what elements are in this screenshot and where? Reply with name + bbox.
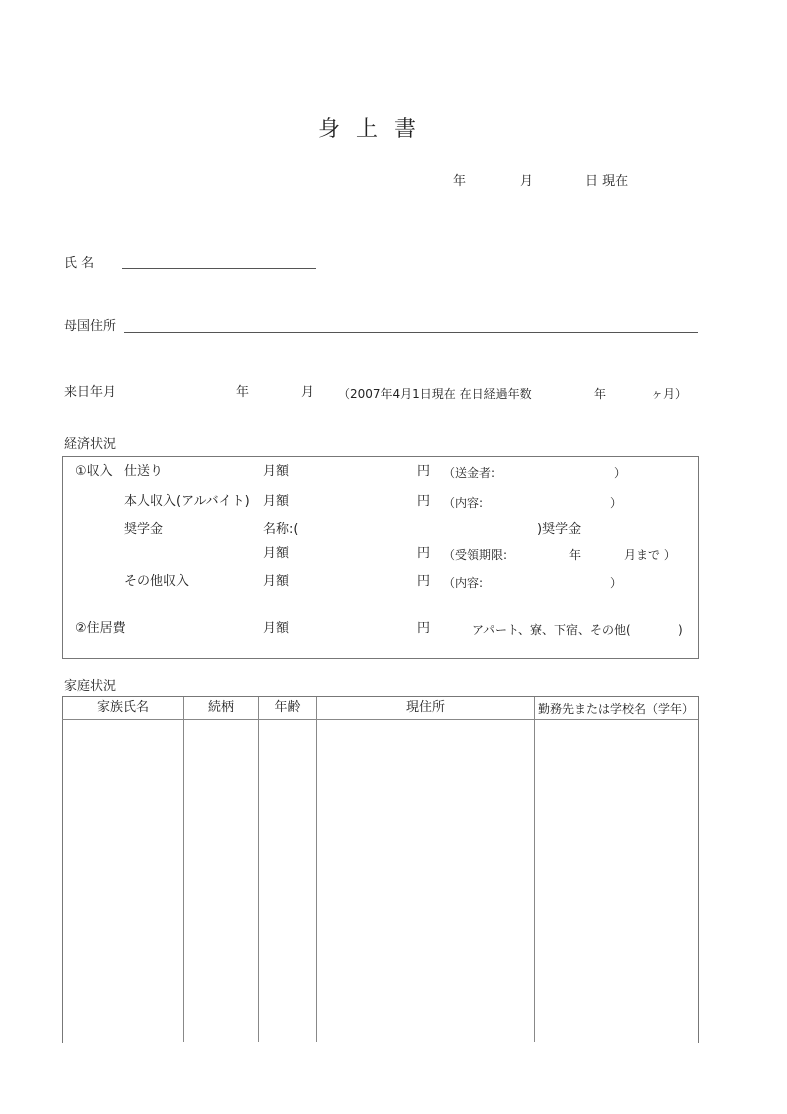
scholarship-name-label: 名称:( [263, 522, 299, 537]
economy-heading: 経済状況 [64, 437, 117, 452]
column-header-age: 年齢 [274, 700, 301, 715]
other-income-content-label: （内容: [443, 576, 484, 590]
name-field[interactable] [122, 268, 316, 269]
family-table-col-divider [258, 697, 259, 1042]
arrival-month-label: 月 [301, 385, 315, 400]
housing-types-label: アパート、寮、下宿、その他( [472, 623, 631, 637]
arrival-note: （2007年4月1日現在 在日経過年数 [338, 387, 532, 401]
self-income-monthly-label: 月額 [263, 494, 290, 509]
date-day-now-label: 日 現在 [585, 174, 629, 189]
self-income-yen-label: 円 [417, 494, 431, 509]
self-income-close: ） [610, 496, 623, 510]
sender-label: （送金者: [443, 466, 496, 480]
column-header-family-name: 家族氏名 [96, 700, 149, 715]
family-heading: 家庭状況 [64, 679, 117, 694]
income-label: ①収入 [75, 464, 113, 479]
housing-close: ) [678, 623, 683, 637]
family-table-col-divider [316, 697, 317, 1042]
self-income-label: 本人収入(アルバイト) [124, 494, 250, 509]
remittance-yen-label: 円 [417, 464, 431, 479]
remittance-label: 仕送り [124, 464, 164, 479]
other-income-yen-label: 円 [417, 574, 431, 589]
date-year-label: 年 [453, 174, 467, 189]
column-header-workplace-school: 勤務先または学校名（学年） [537, 702, 694, 716]
page-title: 身上書 [318, 117, 433, 142]
housing-monthly-label: 月額 [263, 621, 290, 636]
housing-yen-label: 円 [417, 621, 431, 636]
remittance-monthly-label: 月額 [263, 464, 290, 479]
date-month-label: 月 [520, 174, 534, 189]
self-income-content-label: （内容: [443, 496, 484, 510]
column-header-current-address: 現住所 [405, 700, 445, 715]
scholarship-name-close: )奨学金 [537, 522, 582, 537]
other-income-monthly-label: 月額 [263, 574, 290, 589]
scholarship-label: 奨学金 [124, 522, 164, 537]
other-income-label: その他収入 [124, 574, 190, 589]
arrival-label: 来日年月 [64, 385, 117, 400]
scholarship-period-until: 月まで ） [624, 548, 676, 562]
family-table [62, 696, 699, 1043]
scholarship-period-year: 年 [569, 548, 582, 562]
home-address-field[interactable] [124, 332, 698, 333]
sender-close: ） [614, 466, 627, 480]
scholarship-monthly-label: 月額 [263, 546, 290, 561]
family-table-header-divider [62, 719, 698, 720]
family-table-col-divider [534, 697, 535, 1042]
scholarship-period-label: （受領期限: [443, 548, 508, 562]
column-header-relationship: 続柄 [207, 700, 234, 715]
family-table-col-divider [183, 697, 184, 1042]
name-label: 氏 名 [64, 256, 95, 271]
scholarship-yen-label: 円 [417, 546, 431, 561]
housing-label: ②住居費 [75, 621, 126, 636]
arrival-note-year: 年 [594, 387, 607, 401]
other-income-close: ） [610, 576, 623, 590]
arrival-year-label: 年 [236, 385, 250, 400]
arrival-note-month: ヶ月） [651, 387, 688, 401]
home-address-label: 母国住所 [64, 319, 117, 334]
